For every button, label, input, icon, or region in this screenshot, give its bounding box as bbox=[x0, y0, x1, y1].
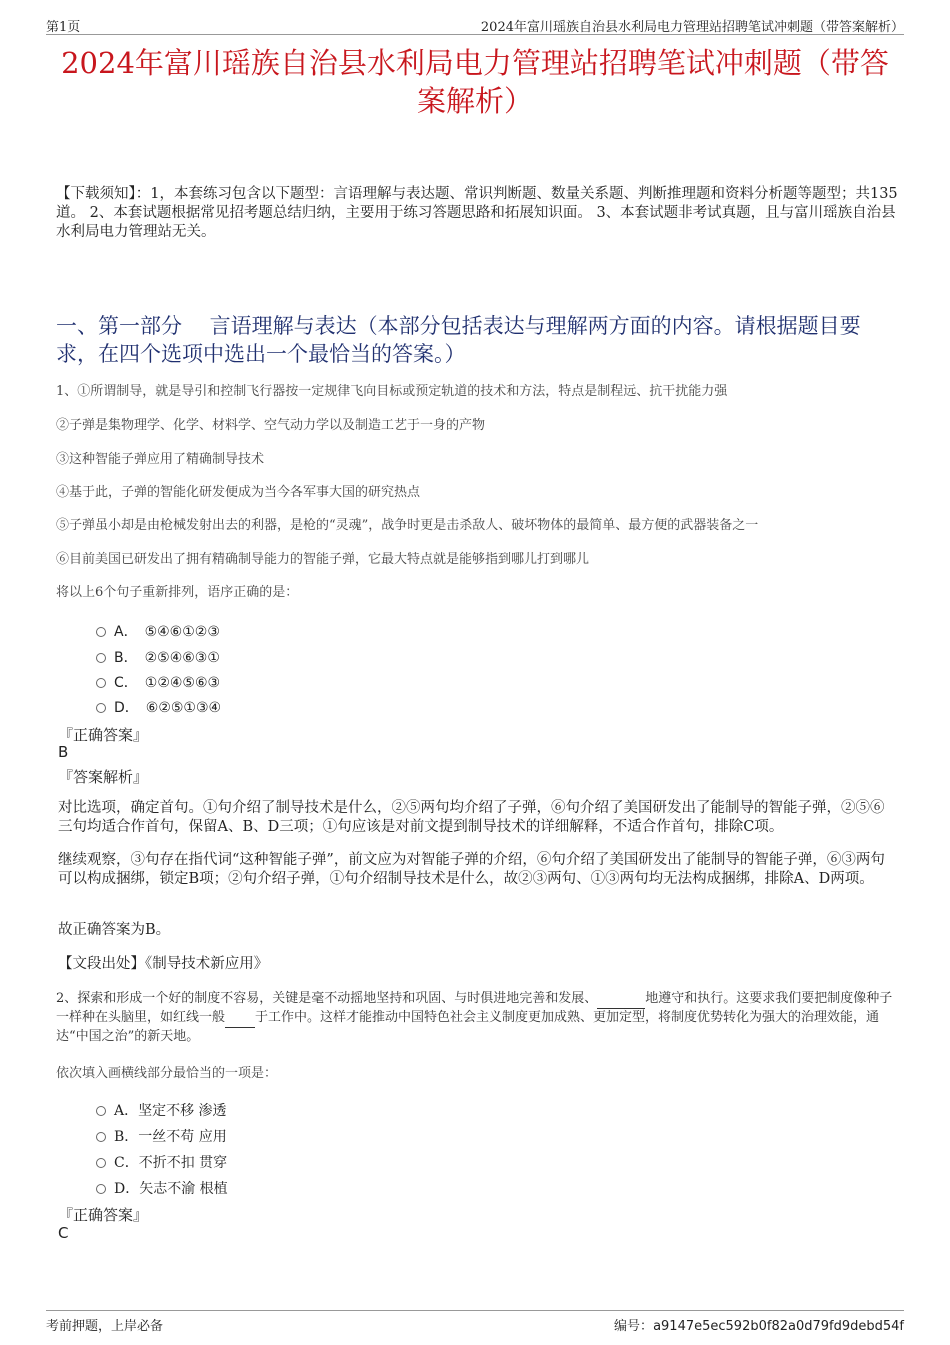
q1-analysis-3: 故正确答案为B。 bbox=[58, 922, 171, 938]
q1-source: 【文段出处】《制导技术新应用》 bbox=[58, 956, 269, 972]
page-number: 第1页 bbox=[46, 20, 81, 35]
q1-option-a[interactable]: A． ⑤④⑥①②③ bbox=[96, 621, 220, 641]
q1-sentence-5: ⑤子弹虽小却是由枪械发射出去的利器，是枪的“灵魂”，战争时更是击杀敌人、破坏物体的最简单、最方便的武器装备之一 bbox=[56, 518, 759, 533]
q2-option-c[interactable]: C．不折不扣 贯穿 bbox=[96, 1152, 227, 1172]
page-header bbox=[46, 14, 904, 35]
q1-analysis-label: 『答案解析』 bbox=[58, 768, 149, 786]
q2-answer: C bbox=[58, 1224, 69, 1242]
blank-2 bbox=[225, 1009, 255, 1028]
q2-option-d[interactable]: D．矢志不渝 根植 bbox=[96, 1178, 228, 1198]
radio-icon[interactable] bbox=[96, 1158, 106, 1168]
q1-sentence-3: ③这种智能子弹应用了精确制导技术 bbox=[56, 452, 265, 467]
footer-code: 编号：a9147e5ec592b0f82a0d79fd9debd54f bbox=[614, 1319, 904, 1334]
q1-option-c[interactable]: C． ①②④⑤⑥③ bbox=[96, 672, 220, 692]
q2-option-a[interactable]: A．坚定不移 渗透 bbox=[96, 1100, 227, 1120]
page-footer bbox=[46, 1310, 904, 1335]
q2-answer-label: 『正确答案』 bbox=[58, 1206, 149, 1224]
q1-sentence-1: 1、①所谓制导，就是导引和控制飞行器按一定规律飞向目标或预定轨道的技术和方法，特点是制程远、抗干扰能力强 bbox=[56, 384, 728, 399]
section-heading: 一、第一部分 言语理解与表达（本部分包括表达与理解两方面的内容。请根据题目要求，在四个选项中选出一个最恰当的答案。） bbox=[56, 314, 861, 366]
download-notice: 【下载须知】：1，本套练习包含以下题型：言语理解与表达题、常识判断题、数量关系题、判断推理题和资料分析题等题型；共135道。 2、本套试题根据常见招考题总结归纳，主要用于练习答题思路和拓展知识面。 3、本套试题非考试真题，且与富川瑶族自治县水利局电力管理站无关。 bbox=[56, 186, 898, 240]
radio-icon[interactable] bbox=[96, 703, 106, 713]
document-title: 2024年富川瑶族自治县水利局电力管理站招聘笔试冲刺题（带答案解析） bbox=[61, 46, 889, 118]
footer-slogan: 考前押题，上岸必备 bbox=[46, 1319, 164, 1334]
q1-answer-label: 『正确答案』 bbox=[58, 726, 149, 744]
radio-icon[interactable] bbox=[96, 1184, 106, 1194]
q1-stem: 将以上6个句子重新排列，语序正确的是： bbox=[56, 585, 299, 600]
q1-option-b[interactable]: B． ②⑤④⑥③① bbox=[96, 647, 220, 667]
q2-text: 2、探索和形成一个好的制度不容易，关键是毫不动摇地坚持和巩固、与时俱进地完善和发展、 地遵守和执行。这要求我们要把制度像种子一样种在头脑里，如红线一般 于工作中。这样才能推动中国特色社会主义制度更加成熟、更加定型，将制度优势转化为强大的治理效能，通达“中国之治”的新天地。 bbox=[56, 991, 893, 1044]
radio-icon[interactable] bbox=[96, 653, 106, 663]
radio-icon[interactable] bbox=[96, 678, 106, 688]
q1-sentence-6: ⑥目前美国已研发出了拥有精确制导能力的智能子弹，它最大特点就是能够指到哪儿打到哪儿 bbox=[56, 552, 590, 567]
q2-stem: 依次填入画横线部分最恰当的一项是： bbox=[56, 1066, 278, 1081]
blank-1 bbox=[597, 990, 645, 1009]
q1-analysis-2: 继续观察，③句存在指代词“这种智能子弹”，前文应为对智能子弹的介绍，⑥句介绍了美国研发出了能制导的智能子弹，⑥③两句可以构成捆绑，锁定B项；②句介绍子弹，①句介绍制导技术是什么，故②③两句、①③两句均无法构成捆绑，排除A、D两项。 bbox=[58, 852, 885, 887]
q1-analysis-1: 对比选项，确定首句。①句介绍了制导技术是什么，②⑤两句均介绍了子弹，⑥句介绍了美国研发出了能制导的智能子弹，②⑤⑥三句均适合作首句，保留A、B、D三项；①句应该是对前文提到制导技术的详细解释，不适合作首句，排除C项。 bbox=[58, 800, 885, 835]
radio-icon[interactable] bbox=[96, 627, 106, 637]
header-doc-title: 2024年富川瑶族自治县水利局电力管理站招聘笔试冲刺题（带答案解析） bbox=[480, 20, 904, 35]
q1-answer: B bbox=[58, 743, 69, 761]
q1-sentence-2: ②子弹是集物理学、化学、材料学、空气动力学以及制造工艺于一身的产物 bbox=[56, 418, 486, 433]
q1-sentence-4: ④基于此，子弹的智能化研发便成为当今各军事大国的研究热点 bbox=[56, 485, 421, 500]
radio-icon[interactable] bbox=[96, 1132, 106, 1142]
radio-icon[interactable] bbox=[96, 1106, 106, 1116]
q1-option-d[interactable]: D． ⑥②⑤①③④ bbox=[96, 697, 221, 717]
q2-option-b[interactable]: B．一丝不苟 应用 bbox=[96, 1126, 227, 1146]
